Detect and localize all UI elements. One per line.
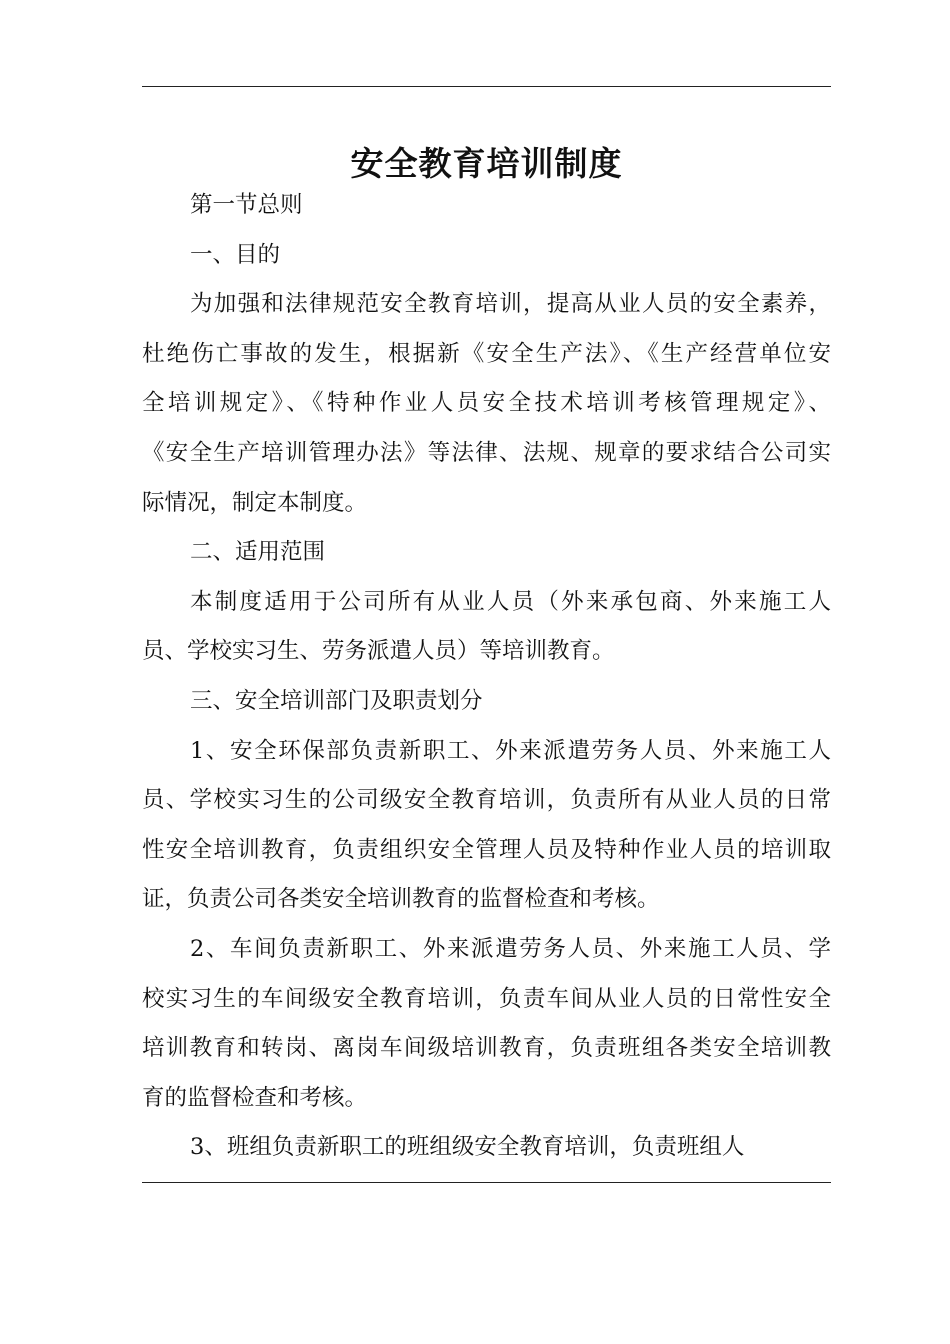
list-item-line: 性安全培训教育，负责组织安全管理人员及特种作业人员的培训取 <box>142 836 831 863</box>
paragraph-line: 员、学校实习生、劳务派遣人员）等培训教育。 <box>142 638 615 665</box>
paragraph-line: 《安全生产培训管理办法》等法律、法规、规章的要求结合公司实 <box>142 439 831 466</box>
paragraph-line: 本制度适用于公司所有从业人员（外来承包商、外来施工人 <box>190 588 831 615</box>
paragraph-line: 杜绝伤亡事故的发生，根据新《安全生产法》、《生产经营单位安 <box>142 340 831 367</box>
document-body <box>142 181 831 1173</box>
list-item-line: 培训教育和转岗、离岗车间级培训教育，负责班组各类安全培训教 <box>142 1035 831 1062</box>
list-item-line: 育的监督检查和考核。 <box>142 1084 368 1111</box>
paragraph-line: 全培训规定》、《特种作业人员安全技术培训考核管理规定》、 <box>142 390 831 417</box>
list-item-line: 证，负责公司各类安全培训教育的监督检查和考核。 <box>142 886 660 913</box>
subsection-heading-responsibilities: 三、安全培训部门及职责划分 <box>190 687 483 714</box>
subsection-heading-scope: 二、适用范围 <box>190 539 326 566</box>
paragraph-line: 际情况，制定本制度。 <box>142 489 368 516</box>
subsection-heading-purpose: 一、目的 <box>190 241 281 268</box>
header-rule <box>142 86 831 87</box>
list-item-line: 2、车间负责新职工、外来派遣劳务人员、外来施工人员、学 <box>190 935 831 962</box>
list-item-line: 员、学校实习生的公司级安全教育培训，负责所有从业人员的日常 <box>142 787 831 814</box>
list-item-line: 3、班组负责新职工的班组级安全教育培训，负责班组人 <box>190 1134 745 1161</box>
list-item-line: 校实习生的车间级安全教育培训，负责车间从业人员的日常性安全 <box>142 985 831 1012</box>
document-title: 安全教育培训制度 <box>350 144 623 184</box>
paragraph-line: 为加强和法律规范安全教育培训，提高从业人员的安全素养， <box>190 291 831 318</box>
footer-rule <box>142 1182 831 1183</box>
list-item-line: 1、安全环保部负责新职工、外来派遣劳务人员、外来施工人 <box>190 737 831 764</box>
section-heading: 第一节总则 <box>190 192 303 218</box>
